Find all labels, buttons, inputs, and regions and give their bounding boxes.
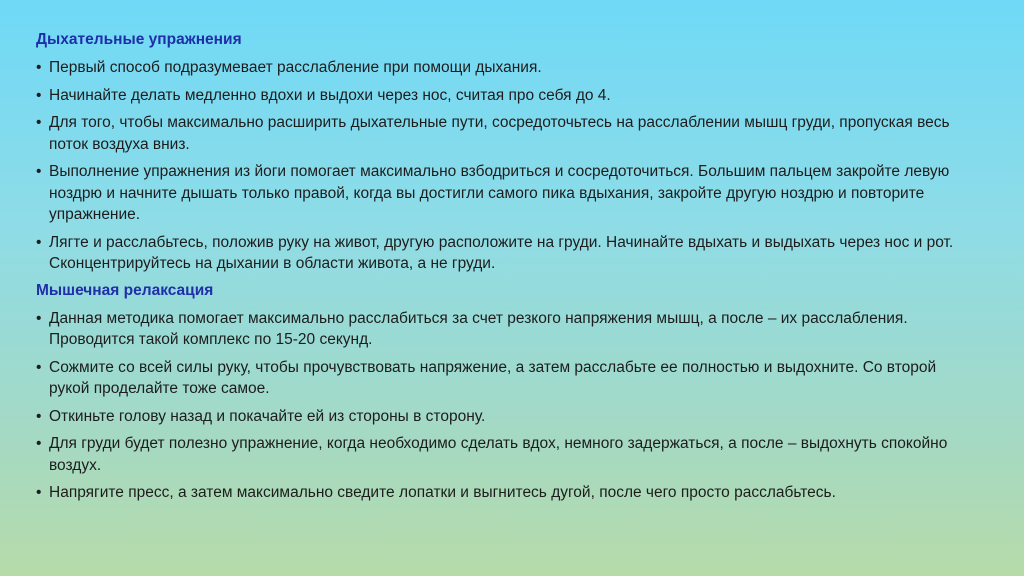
section-title-breathing: Дыхательные упражнения <box>36 31 242 48</box>
bullet-item: • Выполнение упражнения из йоги помогает максимально взбодриться и сосредоточиться. Большим пальцем закройте левую ноздрю и начните дышать только правой, когда вы достигли самого пика вдыхания, закройте другую ноздрю и повторите упражнение. <box>36 161 956 226</box>
bullet-item: • Первый способ подразумевает расслабление при помощи дыхания. <box>36 57 956 79</box>
bullet-item: • Откиньте голову назад и покачайте ей из стороны в сторону. <box>36 406 956 428</box>
bullet-list-breathing <box>36 57 956 275</box>
bullet-item: • Напрягите пресс, а затем максимально сведите лопатки и выгнитесь дугой, после чего просто расслабьтесь. <box>36 482 956 504</box>
bullet-item: • Лягте и расслабьтесь, положив руку на живот, другую расположите на груди. Начинайте вдыхать и выдыхать через нос и рот. Сконцентрируйтесь на дыхании в области живота, а не груди. <box>36 232 956 275</box>
section-title-muscle: Мышечная релаксация <box>36 281 214 299</box>
section-muscle-relaxation <box>36 281 956 504</box>
section-breathing-exercises <box>36 30 956 275</box>
bullet-item: • Для груди будет полезно упражнение, когда необходимо сделать вдох, немного задержаться, а после – выдохнуть спокойно воздух. <box>36 433 956 476</box>
bullet-list-muscle <box>36 308 956 504</box>
bullet-item: • Начинайте делать медленно вдохи и выдохи через нос, считая про себя до 4. <box>36 85 956 107</box>
bullet-item: • Данная методика помогает максимально расслабиться за счет резкого напряжения мышц, а после – их расслабления. Проводится такой комплекс по 15-20 секунд. <box>36 308 956 351</box>
slide-content <box>36 30 956 510</box>
bullet-item: • Сожмите со всей силы руку, чтобы прочувствовать напряжение, а затем расслабьте ее полностью и выдохните. Со второй рукой проделайте тоже самое. <box>36 357 956 400</box>
bullet-item: • Для того, чтобы максимально расширить дыхательные пути, сосредоточьтесь на расслаблении мышц груди, пропуская весь поток воздуха вниз. <box>36 112 956 155</box>
